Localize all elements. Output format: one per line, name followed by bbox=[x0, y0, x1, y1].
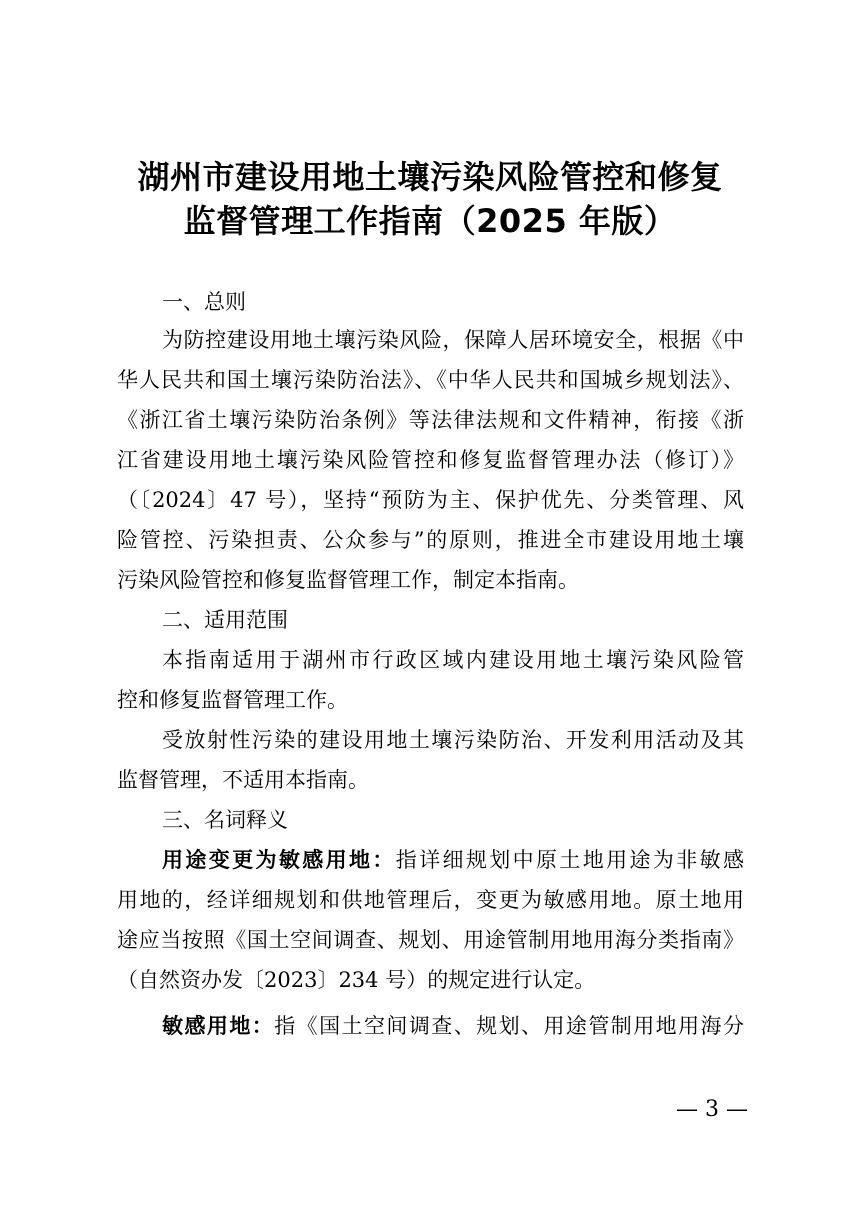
paragraph-line: 监督管理，不适用本指南。 bbox=[117, 768, 369, 792]
page-number: — 3 — bbox=[676, 1097, 748, 1122]
section-heading-terms: 三、名词释义 bbox=[162, 808, 288, 832]
term-name: 敏感用地： bbox=[162, 1014, 275, 1038]
paragraph-line: 险管控、污染担责、公众参与”的原则，推进全市建设用地土壤 bbox=[117, 528, 744, 552]
section-heading-general: 一、总则 bbox=[162, 290, 246, 314]
paragraph-line: 华人民共和国土壤污染防治法》、《中华人民共和国城乡规划法》、 bbox=[117, 368, 744, 392]
paragraph-line: （〔2024〕47 号），坚持“预防为主、保护优先、分类管理、风 bbox=[117, 488, 744, 512]
paragraph-line: 《浙江省土壤污染防治条例》等法律法规和文件精神，衔接《浙 bbox=[117, 408, 744, 432]
paragraph-line: 用地的，经详细规划和供地管理后，变更为敏感用地。原土地用 bbox=[117, 888, 744, 912]
paragraph-line: 本指南适用于湖州市行政区域内建设用地土壤污染风险管 bbox=[162, 648, 744, 672]
paragraph-line: 为防控建设用地土壤污染风险，保障人居环境安全，根据《中 bbox=[162, 328, 744, 352]
paragraph-line: 污染风险管控和修复监督管理工作，制定本指南。 bbox=[117, 568, 579, 592]
section-heading-scope: 二、适用范围 bbox=[162, 608, 288, 632]
definition-line bbox=[162, 844, 744, 874]
definition-line bbox=[162, 1010, 744, 1040]
paragraph-line: （自然资办发〔2023〕234 号）的规定进行认定。 bbox=[117, 968, 596, 992]
paragraph-line: 控和修复监督管理工作。 bbox=[117, 688, 348, 712]
term-name: 用途变更为敏感用地： bbox=[162, 848, 396, 872]
paragraph-line: 受放射性污染的建设用地土壤污染防治、开发利用活动及其 bbox=[162, 728, 744, 752]
paragraph-line: 途应当按照《国土空间调查、规划、用途管制用地用海分类指南》 bbox=[117, 928, 744, 952]
definition-text: 指《国土空间调查、规划、用途管制用地用海分 bbox=[274, 1014, 745, 1038]
document-title-line-2: 监督管理工作指南（2025 年版） bbox=[183, 202, 677, 240]
definition-text: 指详细规划中原土地用途为非敏感 bbox=[395, 848, 744, 872]
paragraph-line: 江省建设用地土壤污染风险管控和修复监督管理办法（修订）》 bbox=[117, 448, 744, 472]
document-title-line-1: 湖州市建设用地土壤污染风险管控和修复 bbox=[137, 158, 723, 196]
